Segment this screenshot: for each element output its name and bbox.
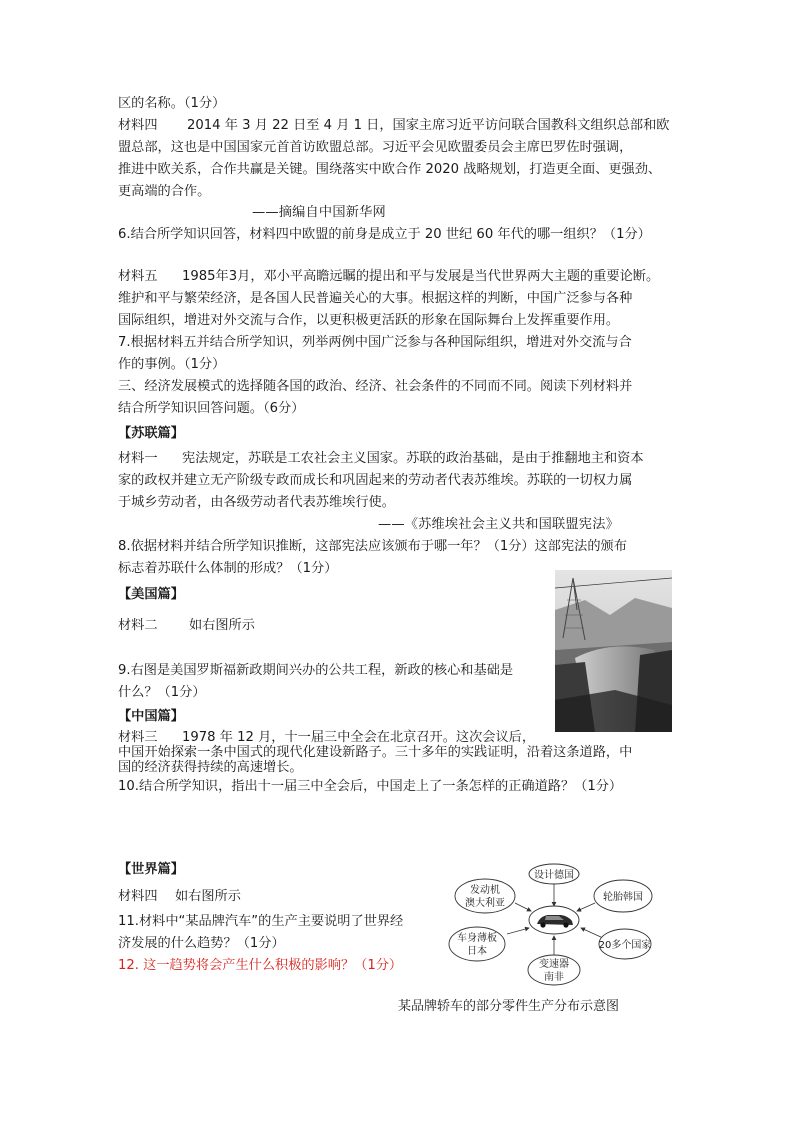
source-citation: ——《苏维埃社会主义共和国联盟宪法》: [378, 517, 619, 532]
text-line: 国的经济获得持续的高速增长。: [118, 760, 303, 775]
question-9: 9.右图是美国罗斯福新政期间兴办的公共工程，新政的核心和基础是: [118, 663, 514, 678]
text-line: 国际组织，增进对外交流与合作，以更积极更活跃的形象在国际舞台上发挥重要作用。: [118, 313, 620, 328]
node-label: 变速器: [539, 959, 569, 970]
question-10: 10.结合所学知识，指出十一届三中全会后，中国走上了一条怎样的正确道路？（1分）: [118, 779, 623, 794]
text-line: 2014 年 3 月 22 日至 4 月 1 日，国家主席习近平访问联合国教科文组织总部和欧: [187, 118, 670, 133]
question-7: 7.根据材料五并结合所学知识，列举两例中国广泛参与各种国际组织，增进对外交流与合: [118, 335, 632, 350]
text-line: 什么？（1分）: [118, 685, 206, 700]
text-line: 于城乡劳动者，由各级劳动者代表苏维埃行使。: [118, 495, 395, 510]
heading-soviet: 【苏联篇】: [118, 426, 184, 441]
text-line: 作的事例。（1分）: [118, 357, 226, 372]
diagram-caption: 某品牌轿车的部分零件生产分布示意图: [398, 999, 620, 1014]
node-label: 澳大利亚: [465, 898, 505, 909]
text-line: 维护和平与繁荣经济，是各国人民普遍关心的大事。根据这样的判断，中国广泛参与各种: [118, 291, 633, 306]
material-label: 材料四: [118, 889, 158, 904]
source-citation: ——摘编自中国新华网: [252, 205, 386, 220]
text-line: 济发展的什么趋势？（1分）: [118, 936, 285, 951]
text-line: 宪法规定，苏联是工农社会主义国家。苏联的政治基础，是由于推翻地主和资本: [182, 451, 644, 466]
node-label: 设计德国: [534, 870, 574, 881]
heading-china: 【中国篇】: [118, 709, 184, 724]
text-line: 推进中欧关系，合作共赢是关键。围绕落实中欧合作 2020 战略规划，打造更全面、更强劲、: [118, 162, 662, 177]
text-line: 如右图所示: [189, 618, 255, 633]
node-label: 20多个国家: [598, 940, 652, 951]
material-label: 材料四: [118, 118, 158, 133]
node-label: 发动机: [470, 885, 500, 896]
node-label: 轮胎韩国: [603, 892, 643, 903]
car-parts-diagram: [445, 858, 685, 988]
question-8: 8.依据材料并结合所学知识推断，这部宪法应该颁布于哪一年？（1分）这部宪法的颁布: [118, 539, 627, 554]
text-line: 区的名称。（1分）: [118, 96, 226, 111]
text-line: 标志着苏联什么体制的形成？（1分）: [118, 561, 338, 576]
material-label: 材料一: [118, 451, 158, 466]
text-line: 1978 年 12 月，十一届三中全会在北京召开。这次会议后，: [182, 730, 536, 745]
question-12: 12. 这一趋势将会产生什么积极的影响？（1分）: [118, 958, 403, 973]
node-label: 日本: [467, 946, 487, 957]
text-line: 盟总部，这也是中国国家元首首访欧盟总部。习近平会见欧盟委员会主席巴罗佐时强调，: [118, 140, 633, 155]
material-label: 材料五: [118, 269, 158, 284]
section-heading: 三、经济发展模式的选择随各国的政治、经济、社会条件的不同而不同。阅读下列材料并: [118, 379, 633, 394]
question-11: 11.材料中“某品牌汽车”的生产主要说明了世界经: [118, 914, 404, 929]
heading-world: 【世界篇】: [118, 862, 184, 877]
text-line: 中国开始探索一条中国式的现代化建设新路子。三十多年的实践证明，沿着这条道路，中: [118, 745, 633, 760]
text-line: 1985年3月，邓小平高瞻远瞩的提出和平与发展是当代世界两大主题的重要论断。: [182, 269, 660, 284]
dam-photo: [555, 570, 672, 732]
text-line: 家的政权并建立无产阶级专政而成长和巩固起来的劳动者代表苏维埃。苏联的一切权力属: [118, 473, 633, 488]
node-label: 车身薄板: [457, 933, 497, 944]
question-6: 6.结合所学知识回答，材料四中欧盟的前身是成立于 20 世纪 60 年代的哪一组织？（1分）: [118, 227, 651, 242]
text-line: 结合所学知识回答问题。（6分）: [118, 401, 305, 416]
text-line: 更高端的合作。: [118, 184, 211, 199]
hoover-dam-image: [555, 570, 672, 732]
material-label: 材料二: [118, 618, 158, 633]
material-label: 材料三: [118, 730, 158, 745]
node-label: 南非: [544, 972, 564, 983]
heading-usa: 【美国篇】: [118, 587, 184, 602]
text-line: 如右图所示: [175, 889, 241, 904]
